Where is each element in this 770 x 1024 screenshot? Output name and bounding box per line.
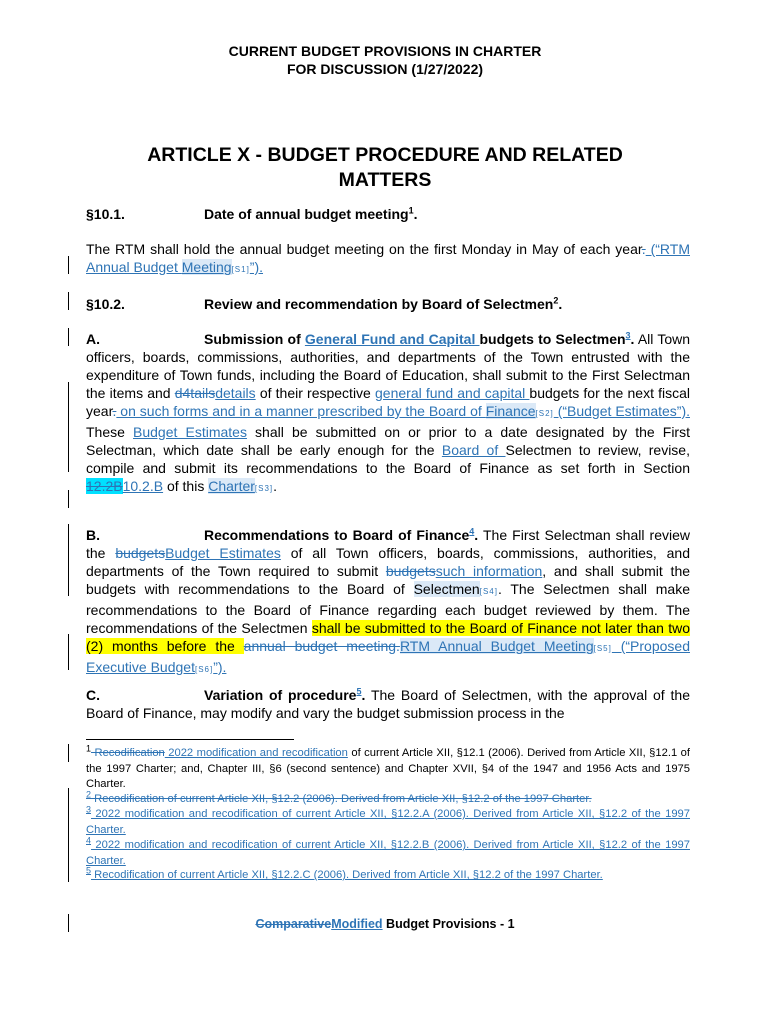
change-bar xyxy=(68,788,69,882)
subsection-label: A. xyxy=(86,331,100,347)
comment-anchor[interactable]: Finance xyxy=(485,403,536,419)
text: , and shall submit the budgets with recommendations to the Board of xyxy=(86,563,691,597)
text: budgets for the next fiscal year xyxy=(86,385,691,419)
article-title-line-2: MATTERS xyxy=(338,169,432,191)
footnote-number: 1 xyxy=(86,743,92,754)
section-10-2-heading xyxy=(86,295,562,313)
footnote-5 xyxy=(86,865,690,884)
header-line-2: FOR DISCUSSION (1/27/2022) xyxy=(286,61,484,77)
inserted-text: General Fund and Capital xyxy=(304,331,480,347)
header-line-1: CURRENT BUDGET PROVISIONS IN CHARTER xyxy=(228,43,542,59)
heading-text: Variation of procedure xyxy=(204,687,357,703)
text: The Board of Selectmen, with the approval of the Board of Finance, may modify and vary the budget submission process in the xyxy=(86,687,690,721)
comment-marker[interactable]: [S3] xyxy=(254,484,274,493)
section-number: §10.1. xyxy=(86,206,125,222)
inserted-text: 10.2.B xyxy=(122,478,164,494)
punct: . xyxy=(558,296,563,312)
deleted-text: 12.2B xyxy=(86,478,123,494)
inserted-text: ”). xyxy=(213,659,227,675)
change-bar xyxy=(68,292,69,310)
footnote-ref[interactable]: 3 xyxy=(625,330,631,341)
deleted-text: budgets xyxy=(115,545,166,561)
subsection-label: B. xyxy=(86,527,100,543)
text: of this xyxy=(163,478,209,494)
document-header xyxy=(0,42,770,78)
deleted-text: . xyxy=(112,403,117,419)
punct: . xyxy=(361,687,366,703)
heading-text: budgets to Selectmen xyxy=(479,331,626,347)
footer-text: Budget Provisions - 1 xyxy=(382,917,515,931)
deleted-text: Recodification of current Article XII, §12.2 (2006). Derived from Article XII, §12.2 of the 1997 Charter. xyxy=(91,793,592,805)
inserted-text: Modified xyxy=(331,917,383,931)
footnote-separator xyxy=(86,739,294,740)
text: The RTM shall hold the annual budget meeting on the first Monday in May of each year xyxy=(86,241,642,257)
inserted-text: 2022 modification and recodification of current Article XII, §12.2.A (2006). Derived from Article XII, §12.2 of the 1997 Charter. xyxy=(86,808,690,836)
inserted-text: Budget Estimates xyxy=(133,424,247,440)
section-number: §10.2. xyxy=(86,296,125,312)
deleted-text: d4tails xyxy=(174,385,216,401)
text: of all Town officers, boards, commissions, authorities, and departments of the Town required to submit xyxy=(86,545,690,579)
inserted-text: ”). xyxy=(249,259,264,275)
change-bar xyxy=(68,744,69,762)
section-title: Date of annual budget meeting xyxy=(204,206,409,222)
footnote-ref[interactable]: 2 xyxy=(553,295,559,306)
comment-marker[interactable]: [S2] xyxy=(535,409,554,418)
subsection-label: C. xyxy=(86,687,100,703)
text: . The Selectmen shall make recommendations to the Board of Finance regarding each budget reviewed by them. The recommendations of the Selectmen xyxy=(86,581,690,636)
inserted-text: (“Proposed Executive Budget xyxy=(86,638,690,675)
section-10-1-heading xyxy=(86,205,417,223)
change-bar xyxy=(68,560,69,596)
comment-anchor[interactable]: RTM Annual Budget Meeting xyxy=(399,638,594,654)
comment-marker[interactable]: [S4] xyxy=(479,587,498,596)
inserted-text: 2022 modification and recodification of current Article XII, §12.2.B (2006). Derived from Article XII, §12.2 of the 1997 Charter. xyxy=(86,839,690,867)
deleted-text: Recodification xyxy=(91,747,165,759)
article-title xyxy=(0,143,770,193)
footnote-ref[interactable]: 5 xyxy=(356,686,362,697)
inserted-text: (“Budget Estimates”). xyxy=(553,403,690,419)
change-bar xyxy=(68,490,69,508)
change-bar xyxy=(68,914,69,932)
change-bar xyxy=(68,256,69,274)
inserted-text: (“RTM Annual Budget xyxy=(86,241,690,275)
change-bar xyxy=(68,634,69,670)
deleted-text: . xyxy=(641,241,646,257)
deleted-text: annual budget meeting. xyxy=(243,638,400,654)
punct: . xyxy=(630,331,635,347)
change-bar xyxy=(68,382,69,472)
article-title-line-1: ARTICLE X - BUDGET PROCEDURE AND RELATED xyxy=(147,144,623,166)
text: These xyxy=(86,424,134,440)
text: of current Article XII, §12.1 (2006). Derived from Article XII, §12.1 of the 1997 Charter; and, Chapter III, §6 (second sentence) and Chapter XVII, §4 of the 1947 and 1956 Acts and 1975 Charter. xyxy=(86,747,690,791)
text: shall be submitted on or prior to a date designated by the First Selectman, which date shall be early enough for the xyxy=(86,424,690,458)
inserted-text: details xyxy=(215,385,256,401)
comment-anchor[interactable]: Selectmen xyxy=(413,581,480,597)
inserted-text: such information xyxy=(435,563,543,579)
footnote-1 xyxy=(86,743,690,793)
heading-text: Submission of xyxy=(204,331,305,347)
inserted-text: 2022 modification and recodification xyxy=(164,747,348,759)
footnote-4 xyxy=(86,835,690,869)
subsection-b xyxy=(86,526,690,679)
subsection-c xyxy=(86,686,690,722)
comment-marker[interactable]: [S1] xyxy=(231,265,250,274)
section-title: Review and recommendation by Board of Selectmen xyxy=(204,296,554,312)
comment-anchor[interactable]: Meeting xyxy=(181,259,232,275)
comment-marker[interactable]: [S6] xyxy=(194,665,214,674)
deleted-text: Comparative xyxy=(255,917,332,931)
footnote-number: 3 xyxy=(86,804,92,815)
inserted-text: on such forms and in a manner prescribed by the Board of xyxy=(116,403,486,419)
subsection-a xyxy=(86,330,690,498)
inserted-text: Board of xyxy=(441,442,506,458)
punct: . xyxy=(273,478,278,494)
punct: . xyxy=(474,527,479,543)
comment-marker[interactable]: [S5] xyxy=(593,644,612,653)
inserted-text: general fund and capital xyxy=(375,385,530,401)
change-bar xyxy=(68,328,69,346)
highlighted-text: shall be submitted to the Board of Finance not later than two (2) months before the xyxy=(86,620,690,654)
punct: . xyxy=(413,206,418,222)
page-footer xyxy=(0,917,770,931)
comment-anchor[interactable]: Charter xyxy=(208,478,255,494)
text: of their respective xyxy=(255,385,376,401)
footnote-number: 5 xyxy=(86,865,92,876)
inserted-text: Budget Estimates xyxy=(165,545,281,561)
text: The First Selectman shall review the xyxy=(86,527,690,561)
footnote-3 xyxy=(86,804,690,838)
footnote-ref[interactable]: 4 xyxy=(469,526,475,537)
text: Selectmen to review, revise, compile and submit its recommendations to the Board of Finance as set forth in Section xyxy=(86,442,690,476)
text: All Town officers, boards, commissions, authorities, and departments of the Town entrusted with the expenditure of Town funds, including the Board of Education, shall submit to the First Selectman the items and xyxy=(86,331,690,401)
paragraph-10-1 xyxy=(86,240,690,279)
heading-text: Recommendations to Board of Finance xyxy=(204,527,470,543)
deleted-text: budgets xyxy=(385,563,436,579)
footnote-2 xyxy=(86,789,690,808)
footnote-number: 4 xyxy=(86,835,92,846)
inserted-text: Recodification of current Article XII, §12.2.C (2006). Derived from Article XII, §12.2 of the 1997 Charter. xyxy=(91,869,603,881)
change-bar xyxy=(68,524,69,560)
footnote-ref[interactable]: 1 xyxy=(408,205,414,216)
footnote-number: 2 xyxy=(86,789,92,800)
